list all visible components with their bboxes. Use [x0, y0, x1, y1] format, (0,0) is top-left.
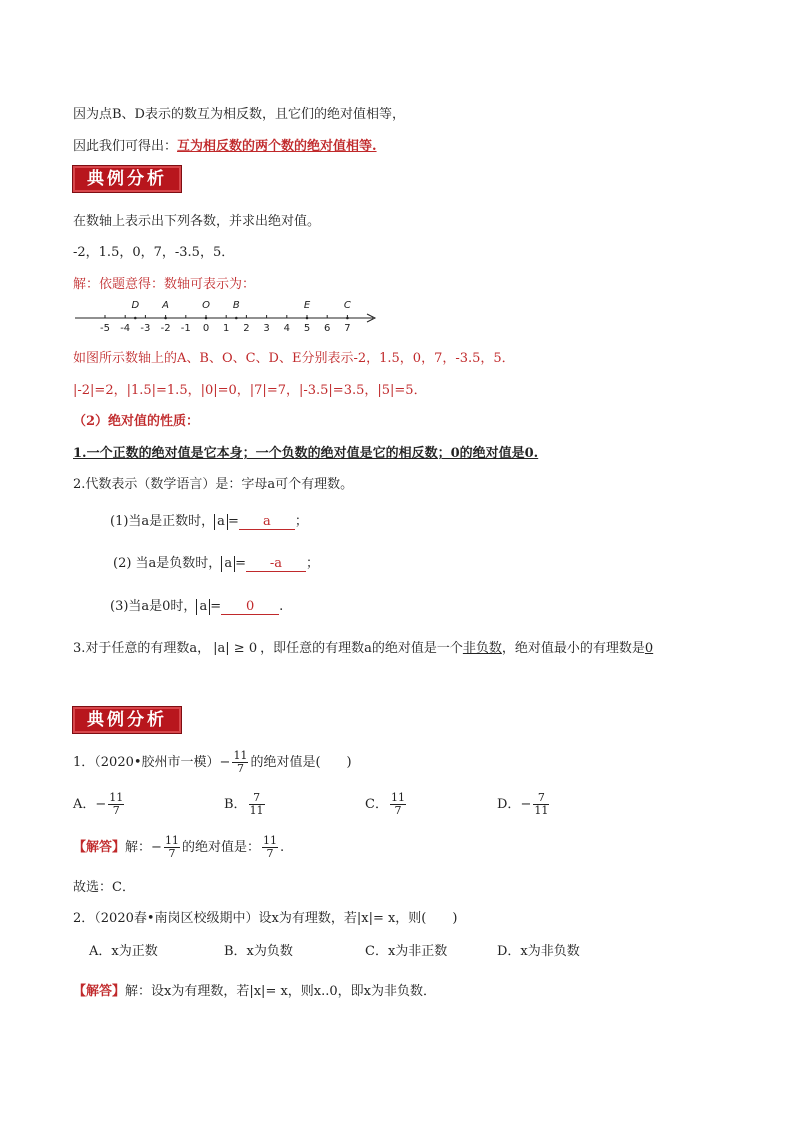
q1-option-c-fraction [390, 792, 406, 817]
axis-point [346, 317, 349, 320]
q1-answer [73, 835, 284, 860]
result-line: 如图所示数轴上的A、B、O、C、D、E分别表示-2，1.5，0，7，-3.5，5． [73, 351, 515, 366]
axis-point [235, 317, 238, 320]
axis-tick-label: 3 [263, 323, 270, 334]
case-3-end: . [279, 599, 284, 614]
q1-option-a-den: 7 [112, 804, 120, 817]
example-banner: 典例分析 [72, 165, 182, 193]
rule-3-formula: |a| ≥ 0 [213, 641, 258, 656]
q2-answer-tag: 【解答】 [73, 984, 126, 999]
rule-3 [73, 637, 653, 656]
q2-stem: 2．（2020春•南岗区校级期中）设x为有理数，若|x|= x，则( ) [73, 911, 458, 926]
q1-option-d-num: 7 [533, 792, 549, 805]
case-2-eq: = [235, 556, 246, 571]
case-2-end: ； [305, 556, 319, 571]
intro-line-2 [73, 135, 377, 154]
q1-answer-end: . [279, 840, 285, 855]
axis-point-label: O [202, 300, 210, 311]
q1-option-d-den: 11 [534, 804, 549, 817]
q1-option-b-num: 7 [249, 792, 265, 805]
case-1-abs: a [214, 514, 228, 530]
case-2-abs: a [221, 556, 235, 572]
abs-values-line: |-2|=2，|1.5|=1.5，|0|=0，|7|=7，|-3.5|=3.5，|5|=5． [73, 383, 427, 398]
intro-line-2-prefix: 因此我们可得出： [73, 139, 178, 154]
case-1-answer: a [239, 514, 295, 530]
q1-option-d-fraction [533, 792, 549, 817]
case-1 [110, 510, 308, 530]
axis-tick-label: 4 [283, 323, 290, 334]
q1-option-d[interactable] [497, 792, 551, 817]
axis-point [164, 317, 167, 320]
case-2 [113, 552, 319, 572]
case-1-prefix: (1)当a是正数时， [110, 514, 215, 529]
example-numbers: -2，1.5，0，7，-3.5，5． [73, 245, 235, 260]
rule-2-intro: 2.代数表示（数学语言）是：字母a可个有理数。 [73, 477, 354, 492]
case-1-end: ； [294, 514, 308, 529]
q1-answer-tag: 【解答】 [73, 840, 126, 855]
q1-option-c-den: 7 [394, 804, 402, 817]
axis-point-label: D [131, 300, 140, 311]
q1-option-d-letter: D． [497, 797, 521, 812]
axis-point-label: C [343, 300, 351, 311]
q1-option-a-sign: − [95, 797, 107, 812]
axis-tick-label: 7 [344, 323, 351, 334]
q1-stem-num: 11 [233, 749, 248, 762]
axis-tick-label: 0 [202, 323, 210, 334]
rule-3-mid: ，即任意的有理数a的绝对值是一个 [260, 641, 463, 656]
axis-tick-label: 2 [243, 323, 250, 334]
q1-option-b-den: 11 [249, 804, 264, 817]
case-1-eq: = [227, 514, 239, 529]
axis-point [134, 317, 137, 320]
rule-1: 1.一个正数的绝对值是它本身；一个负数的绝对值是它的相反数；0的绝对值是0. [73, 446, 539, 461]
q1-option-a-num: 11 [109, 791, 124, 804]
q1-option-a-letter: A． [73, 797, 96, 812]
q1-answer-den: 7 [168, 847, 176, 860]
q2-answer [73, 980, 436, 999]
axis-tick-label: 1 [223, 323, 230, 334]
case-2-prefix: (2) 当a是负数时， [113, 556, 222, 571]
intro-line-1: 因为点B、D表示的数互为相反数，且它们的绝对值相等， [73, 107, 405, 122]
q1-answer-num-2: 11 [262, 834, 277, 847]
q1-answer-sign: − [151, 840, 162, 855]
rule-3-mid2: ，绝对值最小的有理数是 [501, 641, 645, 656]
case-3-prefix: (3)当a是0时， [110, 599, 197, 614]
q2-answer-text: 解：设x为有理数，若|x|= x，则x..0，即x为非负数． [125, 984, 436, 999]
rule-3-nonnegative: 非负数 [462, 641, 502, 656]
case-3 [110, 595, 283, 615]
q1-option-c-num: 11 [390, 791, 405, 804]
q1-stem-suffix: 的绝对值是( ) [250, 755, 352, 770]
q1-answer-fraction-2 [262, 835, 278, 860]
conclusion-text: 互为相反数的两个数的绝对值相等. [177, 139, 377, 154]
axis-tick-label: 5 [303, 323, 311, 334]
q2-option-a[interactable]: A．x为正数 [89, 944, 158, 959]
case-3-abs: a [196, 599, 210, 615]
properties-heading: （2）绝对值的性质： [73, 414, 200, 429]
example-prompt: 在数轴上表示出下列各数，并求出绝对值。 [73, 214, 321, 229]
q1-choice: 故选：C． [73, 880, 135, 895]
q1-option-c-letter: C． [365, 797, 388, 812]
q1-option-d-sign: − [520, 797, 532, 812]
number-line [73, 296, 393, 344]
q1-stem-fraction [232, 750, 248, 775]
axis-point-label: B [232, 300, 240, 311]
axis-tick-label: -4 [120, 323, 131, 334]
axis-tick-label: -1 [180, 323, 191, 334]
q1-option-b-fraction [249, 792, 265, 817]
q2-option-d[interactable]: D．x为非负数 [497, 944, 580, 959]
axis-tick-label: -5 [100, 323, 110, 334]
axis-point-label: E [303, 300, 311, 311]
q1-answer-mid: 的绝对值是： [181, 840, 260, 855]
q1-answer-den-2: 7 [266, 847, 274, 860]
q2-option-c[interactable]: C．x为非正数 [365, 944, 448, 959]
axis-tick-label: -3 [140, 323, 151, 334]
q1-option-a[interactable] [73, 792, 126, 817]
q1-answer-fraction [164, 835, 180, 860]
case-3-answer: 0 [221, 599, 279, 615]
q1-stem-sign: − [219, 755, 231, 770]
q1-answer-num: 11 [164, 834, 179, 847]
q1-option-b-letter: B． [224, 797, 247, 812]
axis-tick-label: -2 [160, 323, 171, 334]
q1-answer-text: 解： [125, 840, 152, 855]
q1-option-c[interactable] [365, 792, 408, 817]
q1-stem [73, 750, 352, 775]
q2-option-b[interactable]: B．x为负数 [224, 944, 293, 959]
solution-intro: 解：依题意得：数轴可表示为： [73, 277, 256, 292]
axis-tick-label: 6 [324, 323, 331, 334]
axis-point [306, 317, 309, 320]
example-banner-2: 典例分析 [72, 706, 182, 734]
q1-stem-prefix: 1．（2020•胶州市一模） [73, 755, 220, 770]
q1-stem-den: 7 [236, 762, 244, 775]
axis-point [205, 317, 208, 320]
q1-option-b[interactable] [224, 792, 267, 817]
case-2-answer: -a [246, 556, 306, 572]
rule-3-prefix: 3.对于任意的有理数a， [73, 641, 211, 656]
axis-point-label: A [162, 300, 170, 311]
case-3-eq: = [210, 599, 222, 614]
q1-option-a-fraction [108, 792, 124, 817]
rule-3-end: 0 [644, 641, 654, 656]
